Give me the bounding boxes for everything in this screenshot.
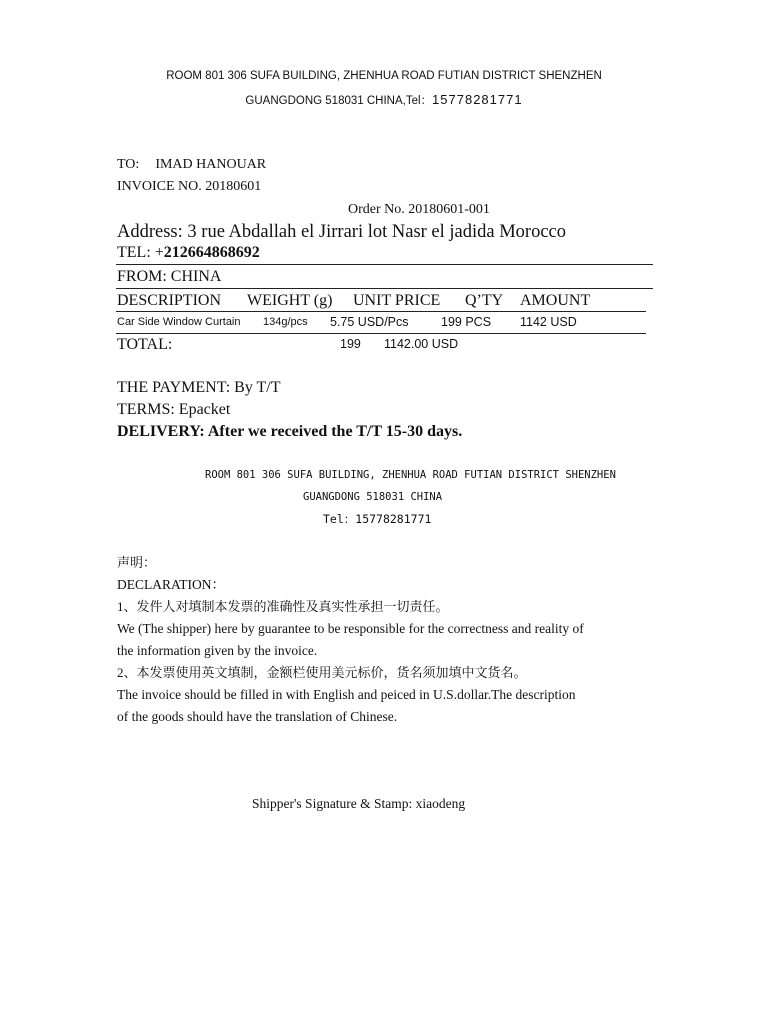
col-weight: WEIGHT (g) (247, 292, 333, 309)
header-address-line-2 (0, 93, 768, 108)
declaration-cn-2: 2、本发票使用英文填制，金额栏使用美元标价，货名须加填中文货名。 (117, 665, 527, 680)
tel-label: TEL: + (117, 244, 164, 261)
col-amount: AMOUNT (520, 292, 591, 309)
declaration-en-2b: of the goods should have the translation of Chinese. (117, 709, 398, 724)
declaration-en-1b: the information given by the invoice. (117, 643, 318, 658)
address-value: 3 rue Abdallah el Jirrari lot Nasr el jadida Morocco (187, 222, 567, 242)
row-amount: 1142 USD (520, 315, 577, 329)
tel-value: 212664868692 (163, 244, 260, 261)
total-qty: 199 (340, 337, 361, 351)
to-name: IMAD HANOUAR (155, 157, 267, 172)
divider-3 (116, 311, 646, 312)
shipper-signature: Shipper's Signature & Stamp: xiaodeng (252, 796, 466, 811)
payment-terms: THE PAYMENT: By T/T (117, 379, 281, 396)
row-weight: 134g/pcs (263, 316, 308, 328)
recipient-tel (117, 245, 260, 261)
header-address-prefix: GUANGDONG 518031 CHINA,Tel： (245, 95, 433, 107)
row-unit-price: 5.75 USD/Pcs (330, 315, 409, 329)
footer-address-line-1: ROOM 801 306 SUFA BUILDING, ZHENHUA ROAD FUTIAN DISTRICT SHENZHEN (205, 469, 616, 481)
row-description: Car Side Window Curtain (117, 316, 241, 328)
delivery-terms: DELIVERY: After we received the T/T 15-30 days. (117, 423, 463, 440)
to-label: TO: (117, 157, 140, 172)
declaration-en-2a: The invoice should be filled in with English and peiced in U.S.dollar.The description (117, 687, 576, 702)
address-label: Address: (117, 222, 183, 242)
footer-phone: Tel：15778281771 (323, 512, 432, 526)
declaration-en-1a: We (The shipper) here by guarantee to be responsible for the correctness and reality of (117, 621, 584, 636)
divider-2 (116, 288, 653, 289)
row-qty: 199 PCS (441, 315, 492, 329)
header-phone: 15778281771 (432, 92, 523, 107)
declaration-title-cn: 声明： (117, 555, 157, 570)
declaration-title-en: DECLARATION： (117, 577, 225, 592)
footer-address-line-2: GUANGDONG 518031 CHINA (303, 491, 443, 503)
total-amount: 1142.00 USD (384, 337, 459, 351)
total-label: TOTAL: (117, 336, 173, 353)
col-qty: Q’TY (465, 292, 504, 309)
declaration-cn-1: 1、发件人对填制本发票的准确性及真实性承担一切责任。 (117, 599, 449, 614)
recipient-address (117, 223, 566, 242)
order-number: Order No. 20180601-001 (348, 202, 490, 217)
header-address-line-1: ROOM 801 306 SUFA BUILDING, ZHENHUA ROAD FUTIAN DISTRICT SHENZHEN (166, 70, 602, 82)
invoice-number: INVOICE NO. 20180601 (117, 179, 262, 194)
from-line: FROM: CHINA (117, 268, 222, 285)
divider-1 (116, 264, 653, 265)
col-unit-price: UNIT PRICE (353, 292, 441, 309)
shipping-terms: TERMS: Epacket (117, 401, 231, 418)
to-line (117, 158, 266, 172)
divider-4 (116, 333, 646, 334)
col-description: DESCRIPTION (117, 292, 222, 309)
